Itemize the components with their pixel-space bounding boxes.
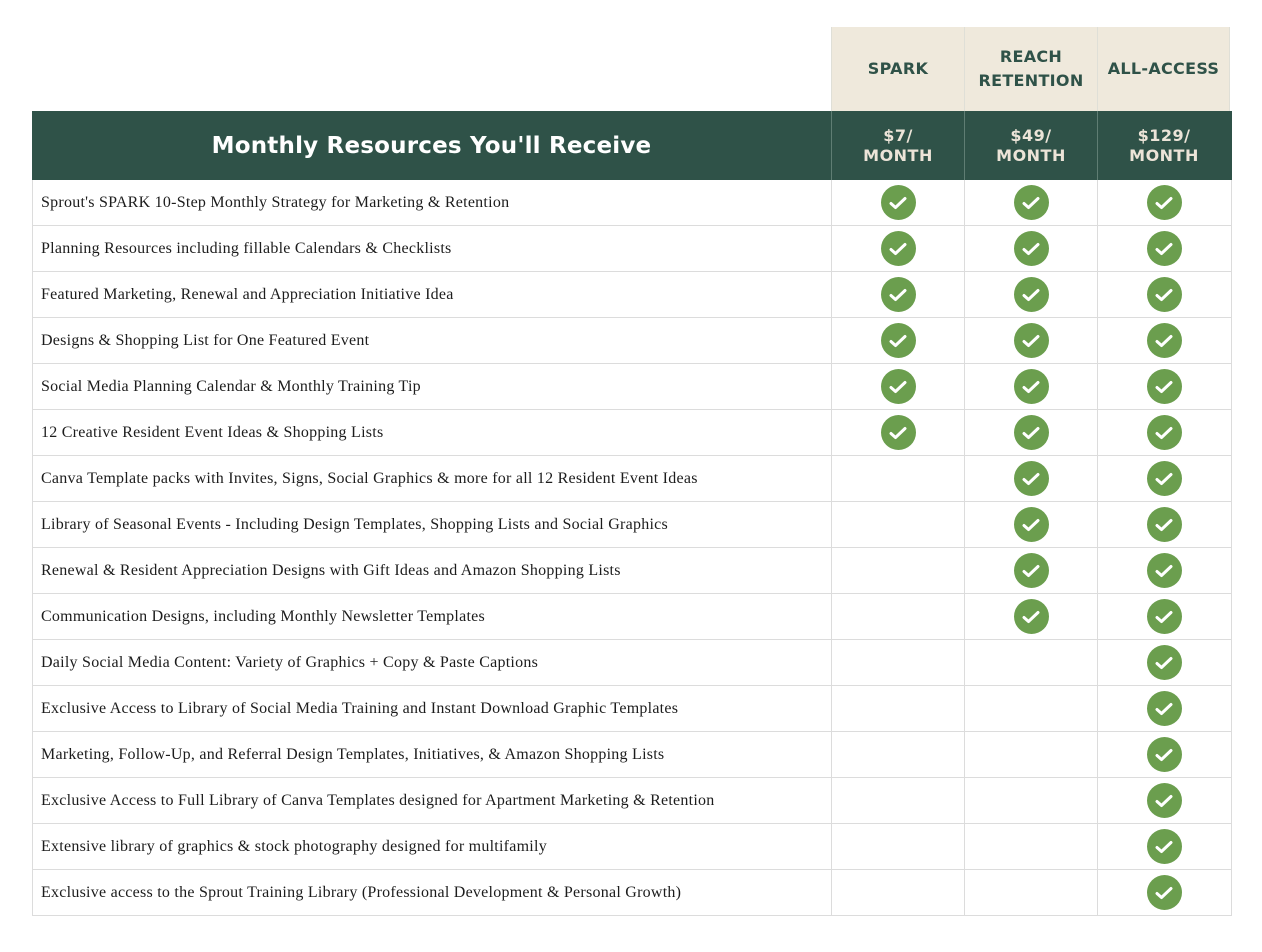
table-row — [33, 456, 1231, 502]
table-row — [33, 410, 1231, 456]
check-icon — [1147, 875, 1182, 910]
check-icon — [881, 277, 916, 312]
plan-cell-all-access — [1097, 456, 1230, 501]
table-row — [33, 502, 1231, 548]
plan-cell-reach-retention — [964, 732, 1097, 777]
plan-cell-spark — [831, 226, 964, 271]
table-title: Monthly Resources You'll Receive — [211, 132, 652, 159]
check-icon — [1147, 737, 1182, 772]
plan-cell-reach-retention — [964, 778, 1097, 823]
plan-cell-all-access — [1097, 686, 1230, 731]
check-icon — [1147, 323, 1182, 358]
plan-cell-reach-retention — [964, 226, 1097, 271]
feature-label: Exclusive Access to Library of Social Media Training and Instant Download Graphic Templates — [41, 699, 679, 717]
check-icon — [1147, 783, 1182, 818]
plan-cell-all-access — [1097, 594, 1230, 639]
plan-cell-all-access — [1097, 732, 1230, 777]
feature-label: Extensive library of graphics & stock photography designed for multifamily — [41, 837, 547, 855]
plan-cell-all-access — [1097, 502, 1230, 547]
table-row — [33, 732, 1231, 778]
plan-cell-spark — [831, 318, 964, 363]
plan-cell-reach-retention — [964, 686, 1097, 731]
feature-label: 12 Creative Resident Event Ideas & Shopping Lists — [41, 423, 384, 441]
plan-cell-spark — [831, 778, 964, 823]
plan-cell-all-access — [1097, 410, 1230, 455]
plan-cell-spark — [831, 272, 964, 317]
check-icon — [1014, 323, 1049, 358]
plan-name-spark: SPARK — [831, 27, 964, 111]
table-row — [33, 686, 1231, 732]
plan-cell-all-access — [1097, 548, 1230, 593]
feature-label: Designs & Shopping List for One Featured Event — [41, 331, 370, 349]
check-icon — [1147, 277, 1182, 312]
plan-cell-reach-retention — [964, 640, 1097, 685]
check-icon — [1147, 691, 1182, 726]
plan-cell-all-access — [1097, 778, 1230, 823]
plan-name-reach-retention: REACH RETENTION — [964, 27, 1097, 111]
top-spacer — [32, 27, 831, 111]
check-icon — [1147, 231, 1182, 266]
plan-cell-all-access — [1097, 318, 1230, 363]
check-icon — [1014, 599, 1049, 634]
check-icon — [1147, 185, 1182, 220]
check-icon — [1014, 553, 1049, 588]
plan-cell-spark — [831, 456, 964, 501]
plan-cell-all-access — [1097, 870, 1230, 915]
pricing-comparison-table — [32, 27, 1232, 916]
check-icon — [881, 369, 916, 404]
plan-cell-reach-retention — [964, 824, 1097, 869]
check-icon — [1014, 277, 1049, 312]
plan-cell-spark — [831, 870, 964, 915]
check-icon — [1014, 369, 1049, 404]
table-row — [33, 226, 1231, 272]
plan-cell-reach-retention — [964, 410, 1097, 455]
feature-label: Exclusive Access to Full Library of Canva Templates designed for Apartment Marketing & Retention — [41, 791, 715, 809]
check-icon — [881, 185, 916, 220]
table-row — [33, 824, 1231, 870]
plan-cell-reach-retention — [964, 272, 1097, 317]
check-icon — [1147, 829, 1182, 864]
table-row — [33, 594, 1231, 640]
table-row — [33, 870, 1231, 916]
plan-cell-reach-retention — [964, 870, 1097, 915]
check-icon — [1147, 415, 1182, 450]
check-icon — [1014, 185, 1049, 220]
plan-cell-reach-retention — [964, 502, 1097, 547]
table-row — [33, 318, 1231, 364]
plan-cell-spark — [831, 732, 964, 777]
plan-cell-spark — [831, 548, 964, 593]
table-row — [33, 778, 1231, 824]
price-all-access: $129/ MONTH — [1097, 111, 1230, 180]
table-body — [32, 180, 1232, 916]
plan-cell-spark — [831, 686, 964, 731]
feature-label: Exclusive access to the Sprout Training Library (Professional Development & Personal Growth) — [41, 883, 682, 901]
table-row — [33, 640, 1231, 686]
check-icon — [881, 323, 916, 358]
check-icon — [1014, 461, 1049, 496]
feature-label: Featured Marketing, Renewal and Appreciation Initiative Idea — [41, 285, 454, 303]
table-row — [33, 364, 1231, 410]
feature-label: Canva Template packs with Invites, Signs, Social Graphics & more for all 12 Resident Event Ideas — [41, 469, 698, 487]
feature-label: Library of Seasonal Events - Including Design Templates, Shopping Lists and Social Graphics — [41, 515, 668, 533]
plan-cell-reach-retention — [964, 548, 1097, 593]
plan-cell-reach-retention — [964, 364, 1097, 409]
plan-cell-spark — [831, 410, 964, 455]
check-icon — [1014, 415, 1049, 450]
check-icon — [881, 415, 916, 450]
check-icon — [1147, 507, 1182, 542]
plan-cell-all-access — [1097, 226, 1230, 271]
table-row — [33, 180, 1231, 226]
plan-cell-reach-retention — [964, 594, 1097, 639]
feature-label: Sprout's SPARK 10-Step Monthly Strategy for Marketing & Retention — [41, 193, 510, 211]
plan-cell-spark — [831, 640, 964, 685]
check-icon — [1147, 599, 1182, 634]
plan-cell-spark — [831, 364, 964, 409]
check-icon — [1147, 461, 1182, 496]
check-icon — [881, 231, 916, 266]
feature-label: Planning Resources including fillable Calendars & Checklists — [41, 239, 452, 257]
plan-cell-all-access — [1097, 180, 1230, 225]
feature-label: Communication Designs, including Monthly Newsletter Templates — [41, 607, 485, 625]
plan-cell-all-access — [1097, 364, 1230, 409]
plan-cell-spark — [831, 594, 964, 639]
plan-cell-all-access — [1097, 640, 1230, 685]
plan-name-all-access: ALL-ACCESS — [1097, 27, 1230, 111]
feature-label: Social Media Planning Calendar & Monthly Training Tip — [41, 377, 421, 395]
table-row — [33, 272, 1231, 318]
plan-cell-all-access — [1097, 272, 1230, 317]
price-reach-retention: $49/ MONTH — [964, 111, 1097, 180]
check-icon — [1147, 553, 1182, 588]
check-icon — [1014, 507, 1049, 542]
plan-cell-reach-retention — [964, 180, 1097, 225]
plan-cell-reach-retention — [964, 456, 1097, 501]
plan-cell-spark — [831, 502, 964, 547]
check-icon — [1014, 231, 1049, 266]
check-icon — [1147, 369, 1182, 404]
feature-label: Marketing, Follow-Up, and Referral Design Templates, Initiatives, & Amazon Shopping Lists — [41, 745, 665, 763]
plan-cell-reach-retention — [964, 318, 1097, 363]
plan-cell-all-access — [1097, 824, 1230, 869]
feature-label: Renewal & Resident Appreciation Designs with Gift Ideas and Amazon Shopping Lists — [41, 561, 621, 579]
check-icon — [1147, 645, 1182, 680]
plan-names-row — [32, 27, 1232, 111]
price-spark: $7/ MONTH — [831, 111, 964, 180]
table-header — [32, 111, 1232, 180]
feature-label: Daily Social Media Content: Variety of Graphics + Copy & Paste Captions — [41, 653, 539, 671]
table-row — [33, 548, 1231, 594]
plan-cell-spark — [831, 180, 964, 225]
plan-cell-spark — [831, 824, 964, 869]
